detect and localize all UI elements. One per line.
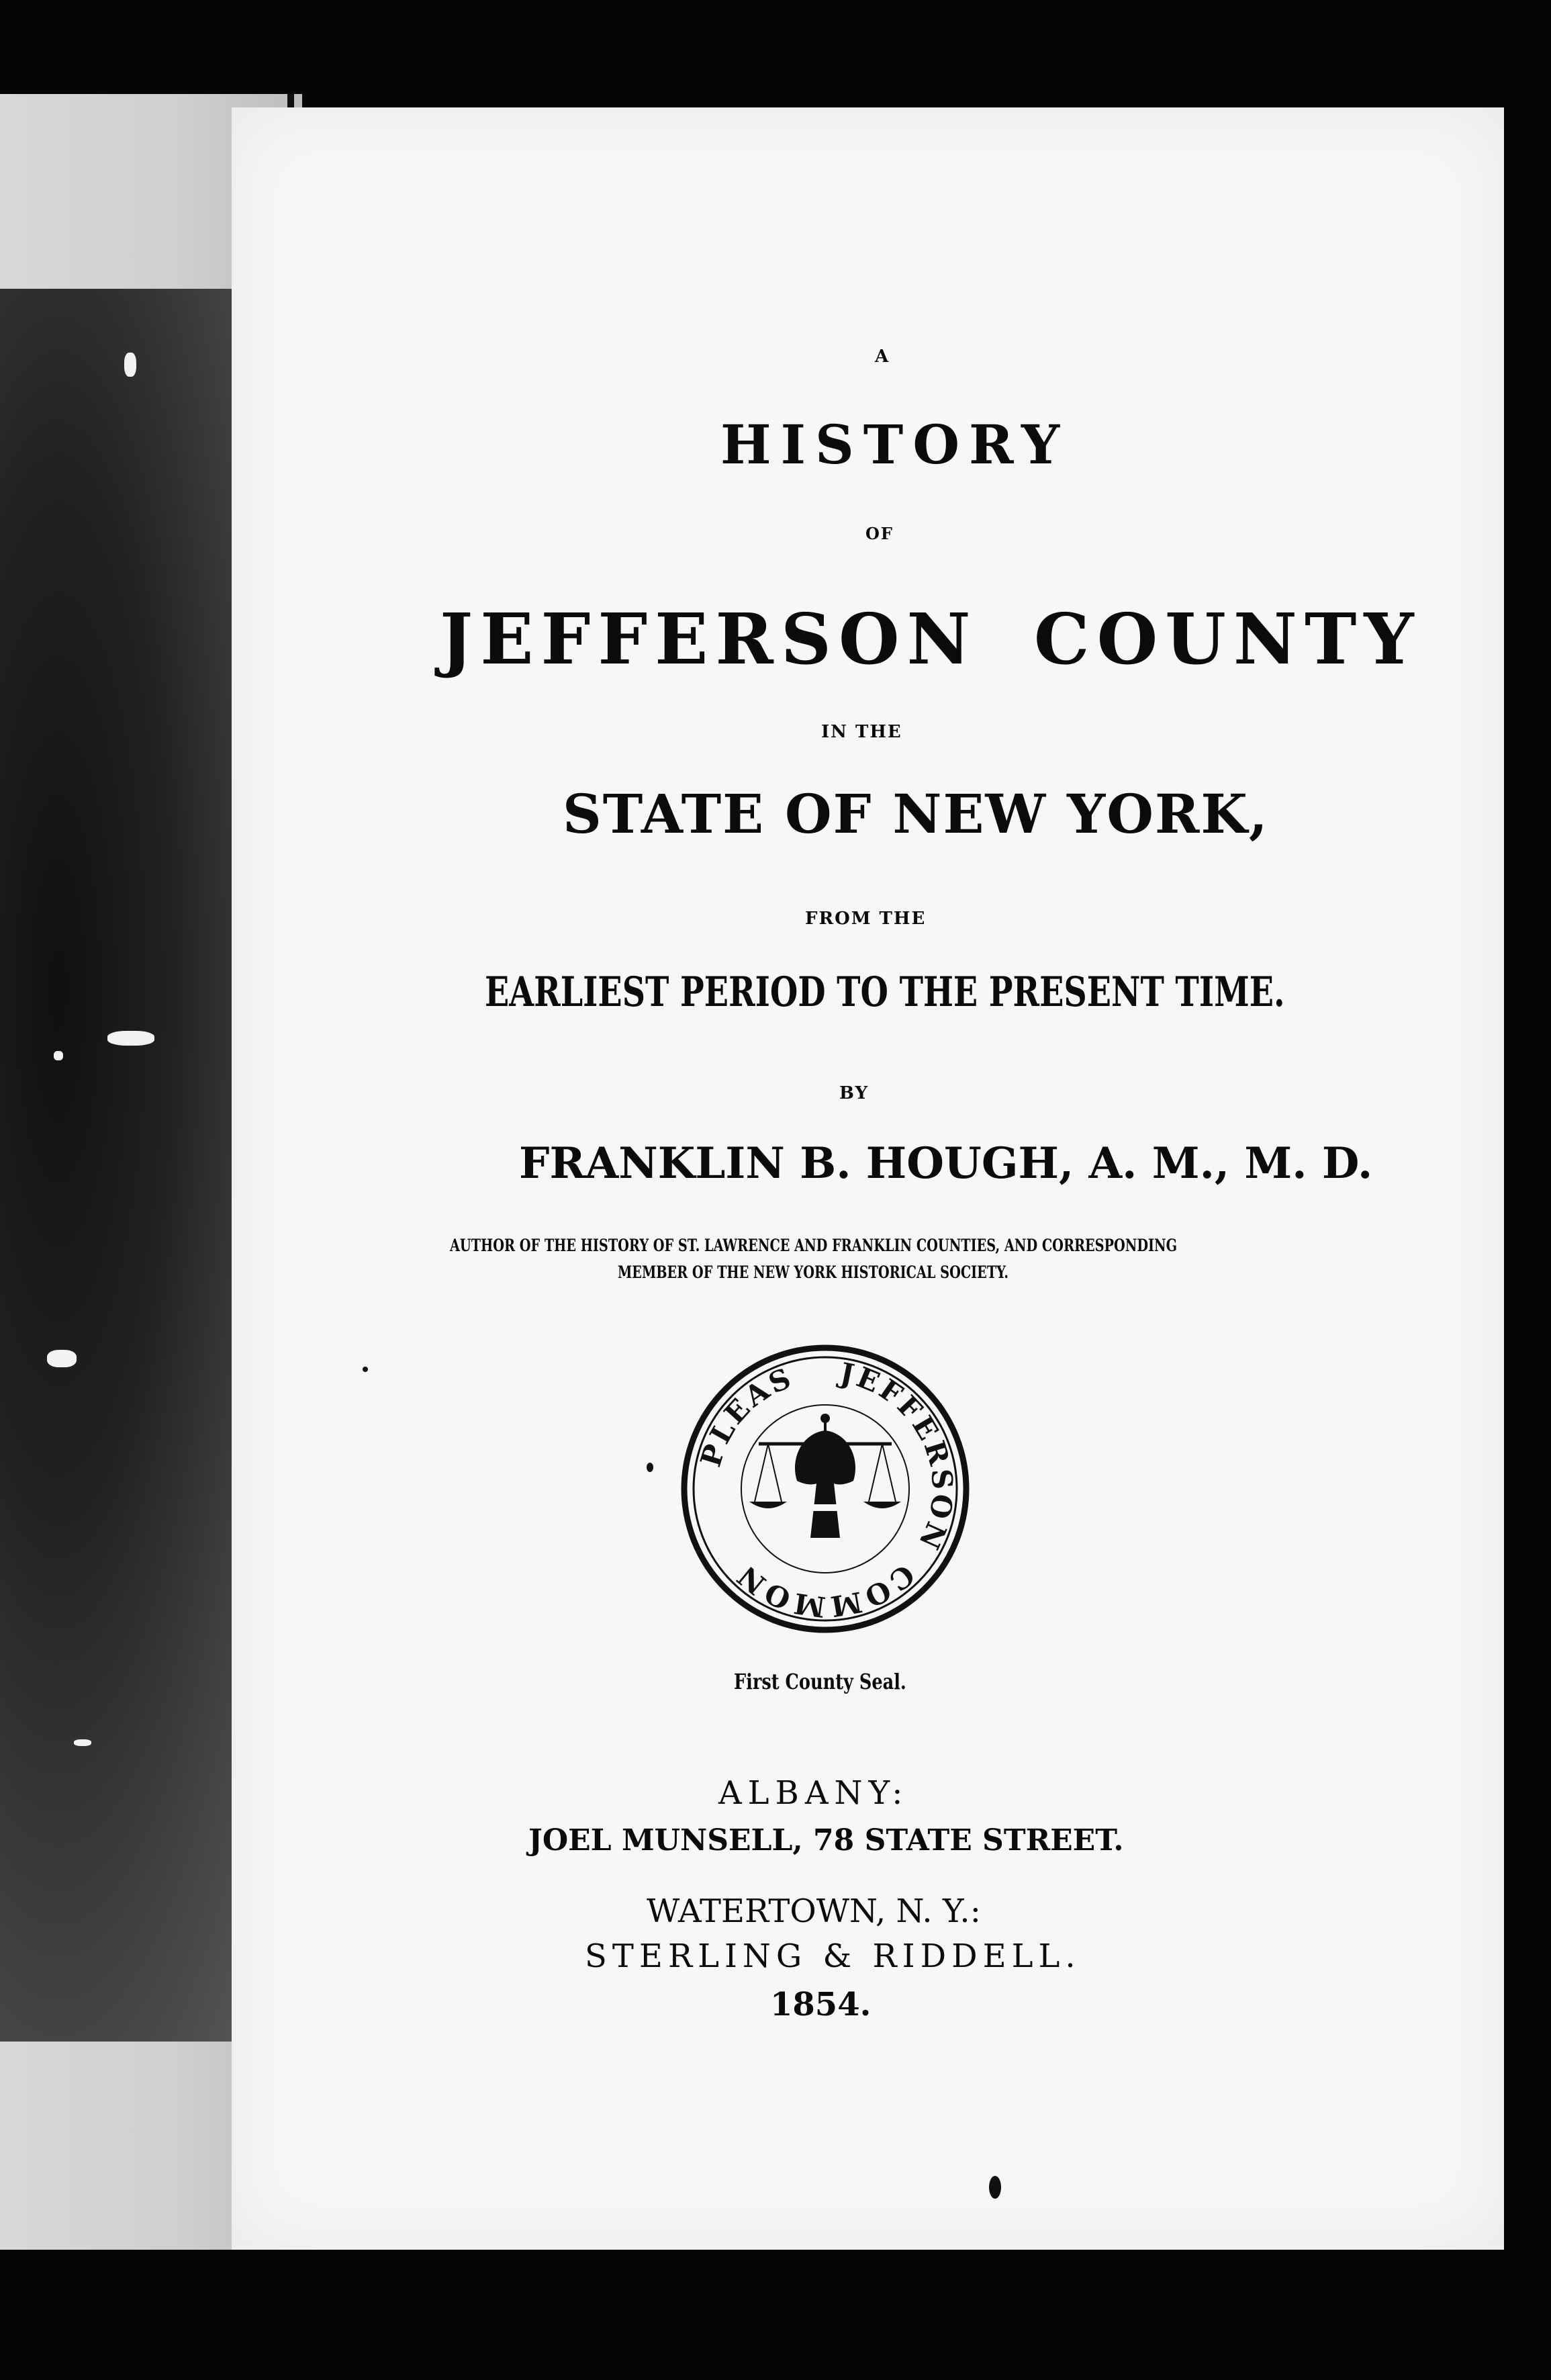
article-a: A: [875, 347, 890, 367]
title-page: [232, 107, 1504, 2250]
ink-dot: [363, 1367, 368, 1372]
publication-year: 1854.: [770, 1986, 872, 2023]
seal-word-bottom: COMMON: [729, 1557, 921, 1624]
imprint-publisher-munsell: JOEL MUNSELL, 78 STATE STREET.: [528, 1823, 1124, 1858]
title-history: HISTORY: [720, 413, 1070, 476]
paper-speck: [54, 1051, 63, 1060]
ink-dot: [647, 1463, 653, 1472]
imprint-publisher-sterling: STERLING & RIDDELL.: [585, 1937, 1081, 1975]
seal-word-right: JEFFERSON: [837, 1356, 959, 1557]
title-by: BY: [839, 1083, 869, 1103]
title-state: STATE OF NEW YORK,: [563, 782, 1269, 845]
paper-speck: [47, 1350, 77, 1367]
seal-caption: First County Seal.: [734, 1669, 906, 1694]
wheat-sheaf-icon: [795, 1430, 855, 1538]
seal-word-top: PLEAS: [694, 1361, 798, 1471]
paper-speck: [124, 353, 136, 377]
ink-blot: [989, 2176, 1001, 2199]
author-credentials-line-1: AUTHOR OF THE HISTORY OF ST. LAWRENCE AND FRANKLIN COUNTIES, AND CORRESPONDING: [450, 1236, 1178, 1255]
imprint-city-albany: ALBANY:: [718, 1774, 909, 1812]
county-seal: [679, 1343, 971, 1635]
title-page-text: [232, 107, 1504, 2250]
author-credentials-line-2: MEMBER OF THE NEW YORK HISTORICAL SOCIETY.: [618, 1263, 1009, 1282]
county-seal-svg: [679, 1343, 971, 1635]
paper-speck: [74, 1739, 91, 1746]
title-in-the: IN THE: [821, 722, 902, 742]
title-period: EARLIEST PERIOD TO THE PRESENT TIME.: [485, 968, 1285, 1016]
paper-speck: [107, 1031, 154, 1046]
title-county: JEFFERSON COUNTY: [440, 598, 1421, 680]
imprint-city-watertown: WATERTOWN, N. Y.:: [647, 1892, 981, 1930]
title-from-the: FROM THE: [805, 909, 927, 929]
title-of: OF: [865, 524, 894, 543]
author-name: FRANKLIN B. HOUGH, A. M., M. D.: [519, 1138, 1373, 1189]
